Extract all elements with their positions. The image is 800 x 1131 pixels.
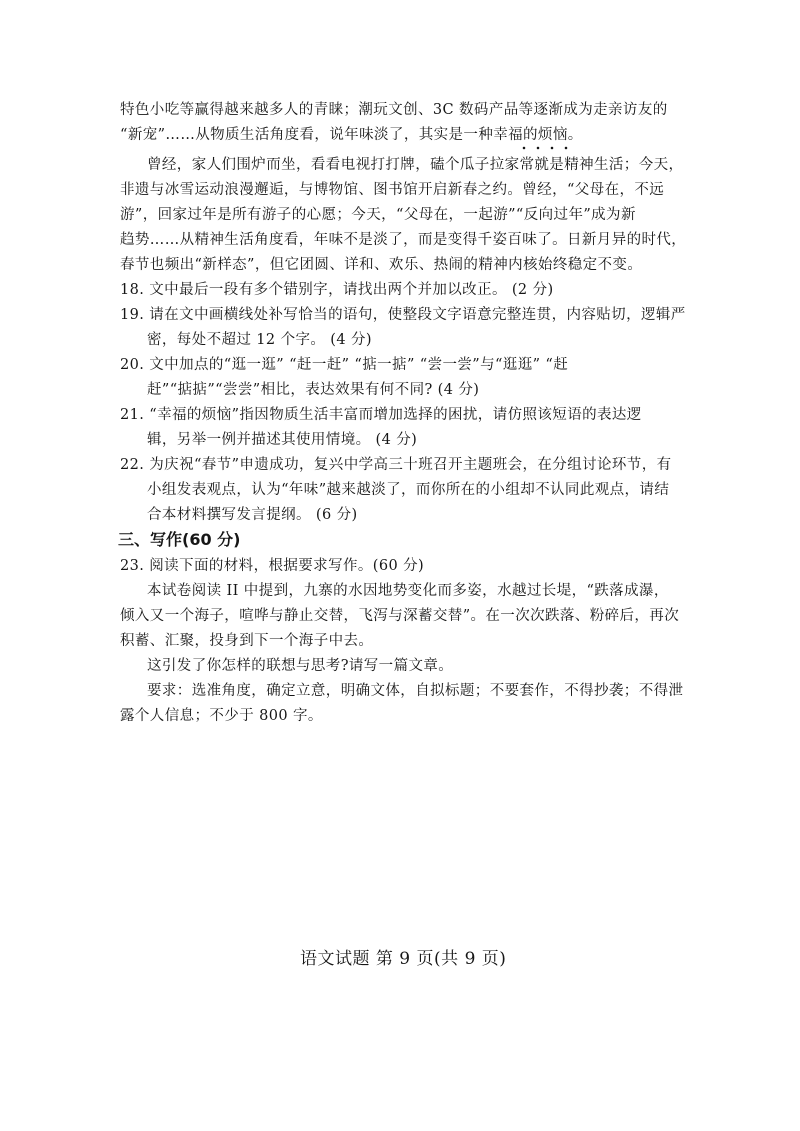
question-21: 21. “幸福的烦恼”指因物质生活丰富而增加选择的困扰，请仿照该短语的表达逻 (120, 407, 642, 423)
passage-line: “新宠”……从物质生活角度看，说年味淡了，其实是一种幸福的烦恼。 (120, 127, 583, 143)
question-20-cont: 赶”“掂掂”“尝尝”相比，表达效果有何不同? (4 分) (147, 382, 480, 398)
question-18: 18. 文中最后一段有多个错别字，请找出两个并加以改正。 (2 分) (120, 282, 554, 298)
material-line: 倾入又一个海子，喧哗与静止交替，飞泻与深蓄交替”。在一次次跌落、粉碎后，再次 (120, 608, 680, 624)
question-19: 19. 请在文中画横线处补写恰当的语句，使整段文字语意完整连贯，内容贴切，逻辑严 (120, 307, 686, 323)
passage-line: 春节也频出“新样态”，但它团圆、详和、欢乐、热闹的精神内核始终稳定不变。 (120, 257, 643, 273)
material-line: 这引发了你怎样的联想与思考?请写一篇文章。 (147, 658, 454, 674)
question-19-cont: 密，每处不超过 12 个字。 (4 分) (147, 332, 372, 348)
question-22-cont: 小组发表观点，认为“年味”越来越淡了，而你所在的小组却不认同此观点，请结 (147, 482, 670, 498)
question-23: 23. 阅读下面的材料，根据要求写作。(60 分) (120, 558, 425, 574)
section-title: 三、写作(60 分) (118, 530, 241, 549)
material-line: 积蓄、汇聚，投身到下一个海子中去。 (120, 633, 374, 649)
question-21-cont: 辑，另举一例并描述其使用情境。 (4 分) (147, 432, 418, 448)
question-20: 20. 文中加点的“逛一逛” “赶一赶” “掂一掂” “尝一尝”与“逛逛” “赶 (120, 357, 569, 373)
requirements-line: 要求：选准角度，确定立意，明确文体，自拟标题；不要套作，不得抄袭；不得泄 (147, 683, 684, 699)
requirements-line: 露个人信息；不少于 800 字。 (120, 708, 323, 724)
material-line: 本试卷阅读 II 中提到，九寨的水因地势变化而多姿，水越过长堤，“跌落成瀑， (147, 583, 669, 599)
question-22-cont: 合本材料撰写发言提纲。 (6 分) (147, 507, 358, 523)
passage-line: 非遗与冰雪运动浪漫邂逅，与博物馆、图书馆开启新春之约。曾经，“父母在，不远 (120, 182, 665, 198)
emphasis-dots (517, 146, 573, 150)
passage-line: 曾经，家人们围炉而坐，看看电视打打牌，磕个瓜子拉家常就是精神生活；今天， (147, 157, 684, 173)
passage-line: 趋势……从精神生活角度看，年味不是淡了，而是变得千姿百味了。日新月异的时代， (120, 232, 687, 248)
passage-line: 特色小吃等赢得越来越多人的青睐；潮玩文创、3C 数码产品等逐渐成为走亲访友的 (120, 102, 668, 118)
question-22: 22. 为庆祝“春节”申遗成功，复兴中学高三十班召开主题班会，在分组讨论环节，有 (120, 457, 672, 473)
page-footer: 语文试题 第 9 页(共 9 页) (300, 949, 507, 969)
passage-line: 游”，回家过年是所有游子的心愿；今天，“父母在，一起游”“反向过年”成为新 (120, 207, 636, 223)
